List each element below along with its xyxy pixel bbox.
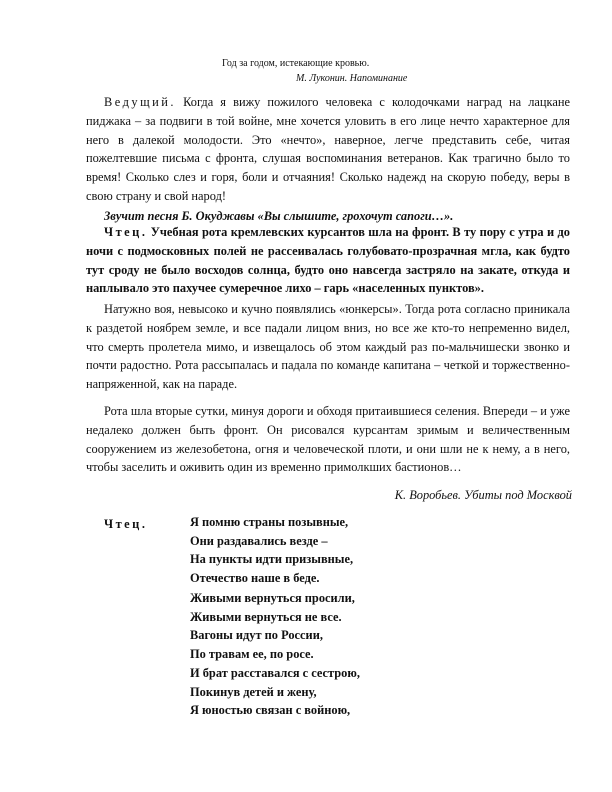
paragraph-host-intro [86,93,570,206]
poem-line: Они раздавались везде – [190,533,328,548]
song-direction: Звучит песня Б. Окуджавы «Вы слышите, грохочут сапоги…». [104,209,454,223]
poem-line: По травам ее, по росе. [190,646,314,661]
poem-stanza [190,664,360,720]
poem-line: Я юностью связан с войною, [190,703,351,718]
poem-stanza [190,513,353,587]
poem-speaker-label: Чтец. [104,517,148,531]
speaker-label: Ведущий. [104,95,177,109]
poem-stanza [190,589,355,663]
paragraph-junkers: Натужно воя, невысоко и кучно появлялись «юнкерсы». Тогда рота согласно приникала к раздетой ноябрем земле, и все падали лицом вниз, но все же кто-то непременно видел, что смерть пролетела мимо, и извещалось об этом каждый раз по-мальчишески звонко и почти радостно. Рота рассыпалась и падала по команде капитана – четкой и торжественно-напряженной, как на параде. [86,302,570,392]
poem-line: Я помню страны позывные, [190,515,349,529]
poem-line: Живыми вернуться просили, [190,591,355,605]
paragraph-front: Рота шла вторые сутки, минуя дороги и обходя притаившиеся селения. Впереди – и уже недалеко должен быть фронт. Он рисовался курсантам зримым и величественным сооружением из железобетона, огня и человеческой плоти, и они шли не к нему, а в него, чтобы заселить и оживить один из временно примолкших бастионов… [86,404,570,475]
poem-line: Отечество наше в беде. [190,570,320,585]
poem-line: Вагоны идут по России, [190,628,323,643]
paragraph-text: Когда я вижу пожилого человека с колодочками наград на лацкане пиджака – за подвиги в той войне, мне хочется уловить в его лице нечто характерное для него в далекой молодости. Это «нечто», наверное, легче представить себе, читая пожелтевшие письма с фронта, слушая воспоминания ветеранов. Как трагично было то время! Сколько слез и горя, боли и отчаяния! Сколько надежд на скорую победу, веры в свою страну и свой народ! [86,95,570,203]
poem-line: Живыми вернуться не все. [190,609,342,624]
poem-line: Покинув детей и жену, [190,684,317,699]
paragraph-reader-cadets [86,223,570,298]
poem-line: И брат расставался с сестрою, [190,666,360,680]
citation-source: К. Воробьев. Убиты под Москвой [394,488,572,502]
speaker-label: Чтец. [104,225,148,239]
paragraph-text: Учебная рота кремлевских курсантов шла на фронт. В ту пору с утра и до ночи с подмосковных полей не рассеивалась голубовато-прозрачная мгла, как будто тут сроду не было восходов солнца, будто оно навсегда застряло на закате, откуда и наплывало это пахучее сумеречное лихо – гарь «населенных пунктов». [86,225,570,296]
poem-line: На пункты идти призывные, [190,552,354,567]
epigraph-source: М. Луконин. Напоминание [296,73,408,84]
epigraph-text: Год за годом, истекающие кровью. [222,58,370,69]
